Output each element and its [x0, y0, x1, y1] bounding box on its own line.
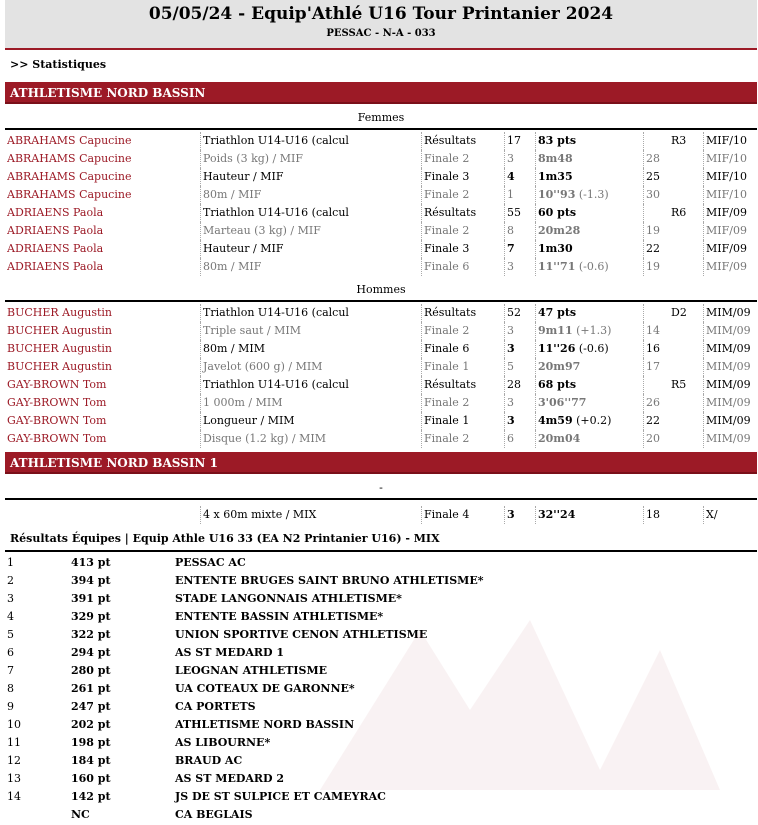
performance-value: 11''71 [538, 260, 576, 273]
performance-value: 4m59 [538, 414, 573, 427]
performance [535, 358, 646, 376]
points: 17 [643, 358, 674, 376]
team-points: 322 pt [71, 628, 111, 641]
rank [671, 222, 701, 240]
performance-value: 68 pts [538, 378, 577, 391]
round-name: Finale 2 [421, 222, 504, 240]
group-header: Hommes [5, 280, 757, 302]
group-header: - [5, 478, 757, 500]
team-points: 413 pt [71, 556, 111, 569]
team-rank: 9 [7, 700, 14, 713]
team-rank: 8 [7, 682, 14, 695]
team-rank: 6 [7, 646, 14, 659]
team-row[interactable] [5, 716, 757, 734]
performance [535, 394, 646, 412]
team-row[interactable] [5, 788, 757, 806]
points [643, 376, 674, 394]
group-header: Femmes [5, 108, 757, 130]
athlete-name[interactable]: ADRIAENS Paola [7, 206, 104, 219]
performance-value: 20m97 [538, 360, 581, 373]
rank: R5 [671, 378, 687, 391]
team-rank: 3 [7, 592, 14, 605]
result-row[interactable] [5, 240, 757, 258]
performance [535, 376, 646, 394]
category: MIF/10 [703, 168, 756, 186]
athlete-name[interactable]: GAY-BROWN Tom [7, 432, 107, 445]
team-name: ENTENTE BASSIN ATHLETISME* [175, 610, 384, 623]
round-name: Résultats [421, 132, 504, 150]
rank [671, 394, 701, 412]
points: 28 [643, 150, 674, 168]
performance-value: 60 pts [538, 206, 577, 219]
performance-value: 20m04 [538, 432, 581, 445]
wind-value: (-1.3) [578, 188, 609, 201]
team-rank: 1 [7, 556, 14, 569]
round-name: Finale 1 [421, 358, 504, 376]
rank [671, 150, 701, 168]
points: 14 [643, 322, 674, 340]
page-title: 05/05/24 - Equip'Athlé U16 Tour Printanier 2024 [148, 4, 614, 24]
category: X/ [703, 506, 756, 524]
points [643, 204, 674, 222]
team-row[interactable] [5, 734, 757, 752]
category: MIF/10 [703, 186, 756, 204]
team-row[interactable] [5, 680, 757, 698]
points [643, 132, 674, 150]
place: 3 [504, 394, 537, 412]
place: 7 [504, 240, 537, 258]
round-name: Résultats [421, 376, 504, 394]
team-points: 394 pt [71, 574, 111, 587]
team-name: ENTENTE BRUGES SAINT BRUNO ATHLETISME* [175, 574, 484, 587]
performance-value: 20m28 [538, 224, 581, 237]
page-subtitle: PESSAC - N-A - 033 [326, 28, 436, 39]
team-name: UA COTEAUX DE GARONNE* [175, 682, 355, 695]
performance [535, 168, 646, 186]
athlete-name[interactable]: BUCHER Augustin [7, 342, 112, 355]
athlete-name[interactable]: ABRAHAMS Capucine [7, 188, 132, 201]
event-name: 80m / MIF [200, 186, 421, 204]
performance [535, 506, 646, 524]
team-rank: 2 [7, 574, 14, 587]
round-name: Finale 2 [421, 322, 504, 340]
result-row[interactable] [5, 376, 757, 394]
place: 3 [504, 340, 537, 358]
round-name: Finale 3 [421, 240, 504, 258]
team-row[interactable] [5, 806, 757, 824]
performance [535, 150, 646, 168]
category: MIM/09 [703, 394, 756, 412]
category: MIM/09 [703, 376, 756, 394]
team-name: AS ST MEDARD 1 [175, 646, 285, 659]
result-row[interactable] [5, 132, 757, 150]
round-name: Résultats [421, 304, 504, 322]
team-points: 261 pt [71, 682, 111, 695]
team-points: NC [71, 808, 90, 821]
category: MIF/09 [703, 258, 756, 276]
team-row[interactable] [5, 590, 757, 608]
place: 55 [504, 204, 537, 222]
rank: R3 [671, 134, 687, 147]
rank [671, 340, 701, 358]
team-rank: 7 [7, 664, 14, 677]
team-points: 202 pt [71, 718, 111, 731]
place: 6 [504, 430, 537, 448]
team-name: PESSAC AC [175, 556, 246, 569]
category: MIM/09 [703, 322, 756, 340]
event-name: Hauteur / MIF [200, 168, 421, 186]
team-rank: 10 [7, 718, 21, 731]
place: 5 [504, 358, 537, 376]
event-name: Hauteur / MIF [200, 240, 421, 258]
points: 22 [643, 240, 674, 258]
event-name: Longueur / MIM [200, 412, 421, 430]
team-name: BRAUD AC [175, 754, 243, 767]
place: 3 [504, 506, 537, 524]
category: MIF/09 [703, 204, 756, 222]
team-row[interactable] [5, 554, 757, 572]
event-name: 1 000m / MIM [200, 394, 421, 412]
result-row[interactable] [5, 304, 757, 322]
rank [671, 240, 701, 258]
result-row[interactable] [5, 412, 757, 430]
event-name: Javelot (600 g) / MIM [200, 358, 421, 376]
result-row[interactable] [5, 506, 757, 524]
event-name: Triathlon U14-U16 (calcul [200, 132, 421, 150]
result-row[interactable] [5, 394, 757, 412]
team-name: JS DE ST SULPICE ET CAMEYRAC [175, 790, 386, 803]
athlete-name[interactable]: GAY-BROWN Tom [7, 378, 107, 391]
athlete-name[interactable]: ABRAHAMS Capucine [7, 170, 132, 183]
team-rank: 11 [7, 736, 21, 749]
team-row[interactable] [5, 572, 757, 590]
category: MIM/09 [703, 340, 756, 358]
statistiques-link[interactable]: >> Statistiques [10, 58, 107, 71]
team-name: AS LIBOURNE* [175, 736, 271, 749]
category: MIF/10 [703, 132, 756, 150]
team-name: LEOGNAN ATHLETISME [175, 664, 328, 677]
category: MIM/09 [703, 358, 756, 376]
team-points: 184 pt [71, 754, 111, 767]
performance [535, 258, 646, 276]
team-points: 247 pt [71, 700, 111, 713]
result-row[interactable] [5, 186, 757, 204]
points: 25 [643, 168, 674, 186]
performance-value: 47 pts [538, 306, 577, 319]
event-name: 80m / MIM [200, 340, 421, 358]
wind-value: (-0.6) [578, 260, 609, 273]
round-name: Finale 2 [421, 430, 504, 448]
result-row[interactable] [5, 322, 757, 340]
rank [671, 186, 701, 204]
category: MIF/10 [703, 150, 756, 168]
performance [535, 222, 646, 240]
team-rank: 12 [7, 754, 21, 767]
athlete-name[interactable]: ABRAHAMS Capucine [7, 152, 132, 165]
team-name: ATHLETISME NORD BASSIN [175, 718, 355, 731]
rank [671, 430, 701, 448]
team-row[interactable] [5, 770, 757, 788]
athlete-name[interactable] [7, 506, 197, 524]
points: 26 [643, 394, 674, 412]
performance-value: 8m48 [538, 152, 573, 165]
athlete-name[interactable]: ADRIAENS Paola [7, 242, 104, 255]
event-name: 4 x 60m mixte / MIX [200, 506, 421, 524]
event-name: Triathlon U14-U16 (calcul [200, 376, 421, 394]
wind-value: (-0.6) [578, 342, 609, 355]
athlete-name[interactable]: BUCHER Augustin [7, 306, 112, 319]
wind-value: (+1.3) [576, 324, 612, 337]
event-name: Marteau (3 kg) / MIF [200, 222, 421, 240]
performance [535, 132, 646, 150]
performance-value: 11''26 [538, 342, 576, 355]
points: 19 [643, 222, 674, 240]
result-row[interactable] [5, 430, 757, 448]
place: 3 [504, 258, 537, 276]
place: 4 [504, 168, 537, 186]
performance-value: 32''24 [538, 508, 576, 521]
result-row[interactable] [5, 258, 757, 276]
round-name: Résultats [421, 204, 504, 222]
team-row[interactable] [5, 626, 757, 644]
performance-value: 3'06''77 [538, 396, 587, 409]
performance-value: 83 pts [538, 134, 577, 147]
round-name: Finale 6 [421, 340, 504, 358]
page-header [5, 0, 757, 50]
performance [535, 186, 646, 204]
team-row[interactable] [5, 644, 757, 662]
result-row[interactable] [5, 222, 757, 240]
round-name: Finale 2 [421, 394, 504, 412]
team-points: 391 pt [71, 592, 111, 605]
wind-value: (+0.2) [576, 414, 612, 427]
round-name: Finale 2 [421, 186, 504, 204]
athlete-name[interactable]: ABRAHAMS Capucine [7, 134, 132, 147]
athlete-name[interactable]: BUCHER Augustin [7, 324, 112, 337]
event-name: Triple saut / MIM [200, 322, 421, 340]
round-name: Finale 6 [421, 258, 504, 276]
club-header: ATHLETISME NORD BASSIN 1 [5, 452, 757, 474]
performance [535, 322, 646, 340]
event-name: Poids (3 kg) / MIF [200, 150, 421, 168]
team-row[interactable] [5, 662, 757, 680]
rank [671, 168, 701, 186]
athlete-name[interactable]: ADRIAENS Paola [7, 260, 104, 273]
round-name: Finale 4 [421, 506, 504, 524]
performance [535, 340, 646, 358]
team-name: CA BEGLAIS [175, 808, 253, 821]
team-name: AS ST MEDARD 2 [175, 772, 285, 785]
team-row[interactable] [5, 698, 757, 716]
points: 22 [643, 412, 674, 430]
rank [671, 358, 701, 376]
team-points: 329 pt [71, 610, 111, 623]
points [643, 304, 674, 322]
performance [535, 240, 646, 258]
place: 3 [504, 322, 537, 340]
category: MIF/09 [703, 222, 756, 240]
team-rank: 13 [7, 772, 21, 785]
category: MIM/09 [703, 412, 756, 430]
round-name: Finale 3 [421, 168, 504, 186]
points: 30 [643, 186, 674, 204]
performance-value: 9m11 [538, 324, 573, 337]
category: MIM/09 [703, 304, 756, 322]
team-points: 142 pt [71, 790, 111, 803]
team-name: UNION SPORTIVE CENON ATHLETISME [175, 628, 428, 641]
result-row[interactable] [5, 204, 757, 222]
club-header: ATHLETISME NORD BASSIN [5, 82, 757, 104]
points: 18 [643, 506, 674, 524]
round-name: Finale 1 [421, 412, 504, 430]
event-name: Triathlon U14-U16 (calcul [200, 204, 421, 222]
team-points: 198 pt [71, 736, 111, 749]
place: 52 [504, 304, 537, 322]
place: 1 [504, 186, 537, 204]
performance-value: 1m30 [538, 242, 573, 255]
team-points: 160 pt [71, 772, 111, 785]
team-points: 294 pt [71, 646, 111, 659]
place: 3 [504, 150, 537, 168]
place: 3 [504, 412, 537, 430]
category: MIM/09 [703, 430, 756, 448]
athlete-name[interactable]: GAY-BROWN Tom [7, 396, 107, 409]
team-row[interactable] [5, 752, 757, 770]
result-row[interactable] [5, 358, 757, 376]
team-rank: 4 [7, 610, 14, 623]
rank: R6 [671, 206, 687, 219]
place: 8 [504, 222, 537, 240]
team-rank: 5 [7, 628, 14, 641]
team-name: CA PORTETS [175, 700, 256, 713]
event-name: Disque (1.2 kg) / MIM [200, 430, 421, 448]
performance [535, 204, 646, 222]
athlete-name[interactable]: GAY-BROWN Tom [7, 414, 107, 427]
points: 19 [643, 258, 674, 276]
performance [535, 304, 646, 322]
performance-value: 10''93 [538, 188, 576, 201]
team-rank: 14 [7, 790, 21, 803]
rank [671, 322, 701, 340]
event-name: Triathlon U14-U16 (calcul [200, 304, 421, 322]
team-row[interactable] [5, 608, 757, 626]
rank [671, 412, 701, 430]
round-name: Finale 2 [421, 150, 504, 168]
team-points: 280 pt [71, 664, 111, 677]
athlete-name[interactable]: ADRIAENS Paola [7, 224, 104, 237]
rank [671, 258, 701, 276]
rank: D2 [671, 306, 687, 319]
team-name: STADE LANGONNAIS ATHLETISME* [175, 592, 402, 605]
athlete-name[interactable]: BUCHER Augustin [7, 360, 112, 373]
place: 17 [504, 132, 537, 150]
performance [535, 412, 646, 430]
team-results-title: Résultats Équipes | Equip Athle U16 33 (EA N2 Printanier U16) - MIX [5, 530, 757, 552]
event-name: 80m / MIF [200, 258, 421, 276]
result-row[interactable] [5, 168, 757, 186]
place: 28 [504, 376, 537, 394]
performance-value: 1m35 [538, 170, 573, 183]
points: 20 [643, 430, 674, 448]
performance [535, 430, 646, 448]
result-row[interactable] [5, 340, 757, 358]
rank [671, 506, 701, 524]
category: MIF/09 [703, 240, 756, 258]
points: 16 [643, 340, 674, 358]
result-row[interactable] [5, 150, 757, 168]
